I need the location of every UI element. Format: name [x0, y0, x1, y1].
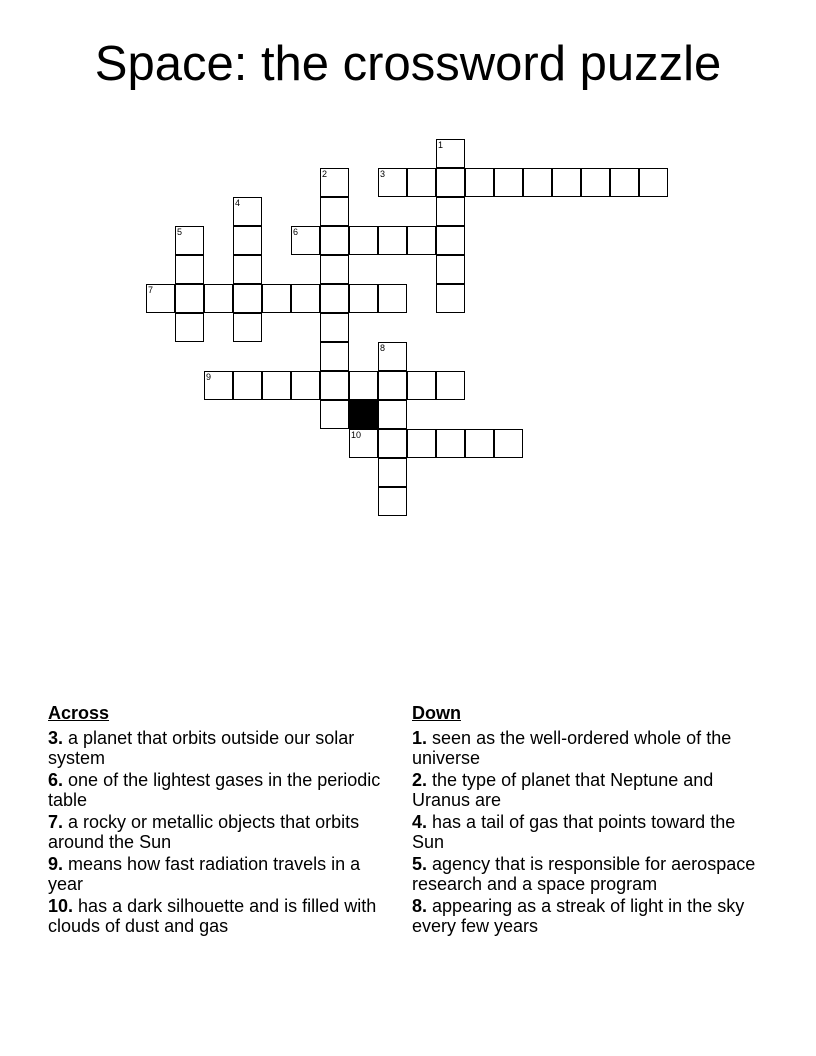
- cell-number: 6: [293, 227, 299, 237]
- grid-cell[interactable]: [581, 168, 610, 197]
- clue-text: appearing as a streak of light in the sky every few years: [412, 896, 745, 936]
- grid-cell[interactable]: [552, 168, 581, 197]
- grid-cell[interactable]: [204, 284, 233, 313]
- grid-cell[interactable]: [349, 371, 378, 400]
- grid-cell[interactable]: [320, 342, 349, 371]
- grid-cell[interactable]: [436, 168, 465, 197]
- grid-cell[interactable]: [320, 284, 349, 313]
- black-square: [349, 400, 378, 429]
- grid-cell[interactable]: [320, 197, 349, 226]
- down-clues: [412, 702, 757, 938]
- cell-number: 9: [206, 372, 212, 382]
- grid-cell[interactable]: [262, 284, 291, 313]
- grid-cell[interactable]: [175, 255, 204, 284]
- grid-cell[interactable]: [436, 139, 465, 168]
- clue-down-4: [412, 812, 757, 852]
- clue-down-5: [412, 854, 757, 894]
- clue-down-2: [412, 770, 757, 810]
- grid-cell[interactable]: [233, 313, 262, 342]
- cell-number: 2: [322, 169, 328, 179]
- grid-cell[interactable]: [233, 255, 262, 284]
- grid-cell[interactable]: [465, 168, 494, 197]
- grid-cell[interactable]: [378, 429, 407, 458]
- grid-cell[interactable]: [320, 168, 349, 197]
- grid-cell[interactable]: [204, 371, 233, 400]
- clue-text: a rocky or metallic objects that orbits around the Sun: [48, 812, 360, 852]
- cell-number: 5: [177, 227, 183, 237]
- grid-cell[interactable]: [378, 226, 407, 255]
- clue-number: 3.: [48, 728, 64, 748]
- grid-cell[interactable]: [320, 400, 349, 429]
- clue-text: has a dark silhouette and is filled with clouds of dust and gas: [48, 896, 377, 936]
- clue-text: a planet that orbits outside our solar system: [48, 728, 355, 768]
- clue-down-1: [412, 728, 757, 768]
- down-heading: Down: [412, 703, 461, 723]
- clue-across-7: [48, 812, 393, 852]
- grid-cell[interactable]: [320, 255, 349, 284]
- grid-cell[interactable]: [407, 429, 436, 458]
- grid-cell[interactable]: [436, 284, 465, 313]
- cell-number: 4: [235, 198, 241, 208]
- grid-cell[interactable]: [175, 313, 204, 342]
- grid-cell[interactable]: [291, 284, 320, 313]
- clue-number: 2.: [412, 770, 428, 790]
- grid-cell[interactable]: [378, 458, 407, 487]
- clue-across-9: [48, 854, 393, 894]
- grid-cell[interactable]: [233, 284, 262, 313]
- clue-text: seen as the well-ordered whole of the universe: [412, 728, 732, 768]
- grid-cell[interactable]: [407, 371, 436, 400]
- grid-cell[interactable]: [262, 371, 291, 400]
- grid-cell[interactable]: [378, 284, 407, 313]
- grid-cell[interactable]: [349, 226, 378, 255]
- grid-cell[interactable]: [175, 284, 204, 313]
- grid-cell[interactable]: [349, 429, 378, 458]
- grid-cell[interactable]: [465, 429, 494, 458]
- grid-cell[interactable]: [378, 400, 407, 429]
- grid-cell[interactable]: [233, 197, 262, 226]
- clue-number: 1.: [412, 728, 428, 748]
- grid-cell[interactable]: [320, 371, 349, 400]
- grid-cell[interactable]: [494, 168, 523, 197]
- grid-cell[interactable]: [407, 226, 436, 255]
- grid-cell[interactable]: [610, 168, 639, 197]
- cell-number: 1: [438, 140, 444, 150]
- grid-cell[interactable]: [320, 226, 349, 255]
- grid-cell[interactable]: [436, 226, 465, 255]
- grid-cell[interactable]: [639, 168, 668, 197]
- grid-cell[interactable]: [320, 313, 349, 342]
- grid-cell[interactable]: [436, 197, 465, 226]
- grid-cell[interactable]: [436, 371, 465, 400]
- clue-number: 7.: [48, 812, 64, 832]
- grid-cell[interactable]: [291, 226, 320, 255]
- grid-cell[interactable]: [291, 371, 320, 400]
- grid-cell[interactable]: [233, 226, 262, 255]
- puzzle-title: Space: the crossword puzzle: [94, 37, 722, 91]
- grid-cell[interactable]: [175, 226, 204, 255]
- clue-number: 9.: [48, 854, 64, 874]
- clue-number: 10.: [48, 896, 74, 916]
- cell-number: 7: [148, 285, 154, 295]
- clue-down-8: [412, 896, 757, 936]
- grid-cell[interactable]: [349, 284, 378, 313]
- grid-cell[interactable]: [378, 168, 407, 197]
- grid-cell[interactable]: [233, 371, 262, 400]
- grid-cell[interactable]: [494, 429, 523, 458]
- across-clues: [48, 702, 393, 938]
- clue-number: 6.: [48, 770, 64, 790]
- grid-cell[interactable]: [436, 255, 465, 284]
- across-heading: Across: [48, 703, 110, 723]
- clue-text: has a tail of gas that points toward the Sun: [412, 812, 736, 852]
- clue-across-10: [48, 896, 393, 936]
- cell-number: 10: [351, 430, 362, 440]
- clue-number: 8.: [412, 896, 428, 916]
- clue-across-6: [48, 770, 393, 810]
- grid-cell[interactable]: [407, 168, 436, 197]
- grid-cell[interactable]: [523, 168, 552, 197]
- clue-across-3: [48, 728, 393, 768]
- clue-text: means how fast radiation travels in a year: [48, 854, 361, 894]
- clue-text: the type of planet that Neptune and Uranus are: [412, 770, 714, 810]
- grid-cell[interactable]: [436, 429, 465, 458]
- cell-number: 3: [380, 169, 386, 179]
- grid-cell[interactable]: [378, 371, 407, 400]
- grid-cell[interactable]: [378, 487, 407, 516]
- grid-cell[interactable]: [378, 342, 407, 371]
- grid-cell[interactable]: [146, 284, 175, 313]
- clue-text: agency that is responsible for aerospace research and a space program: [412, 854, 756, 894]
- clue-number: 5.: [412, 854, 428, 874]
- clue-text: one of the lightest gases in the periodic table: [48, 770, 381, 810]
- cell-number: 8: [380, 343, 386, 353]
- clue-number: 4.: [412, 812, 428, 832]
